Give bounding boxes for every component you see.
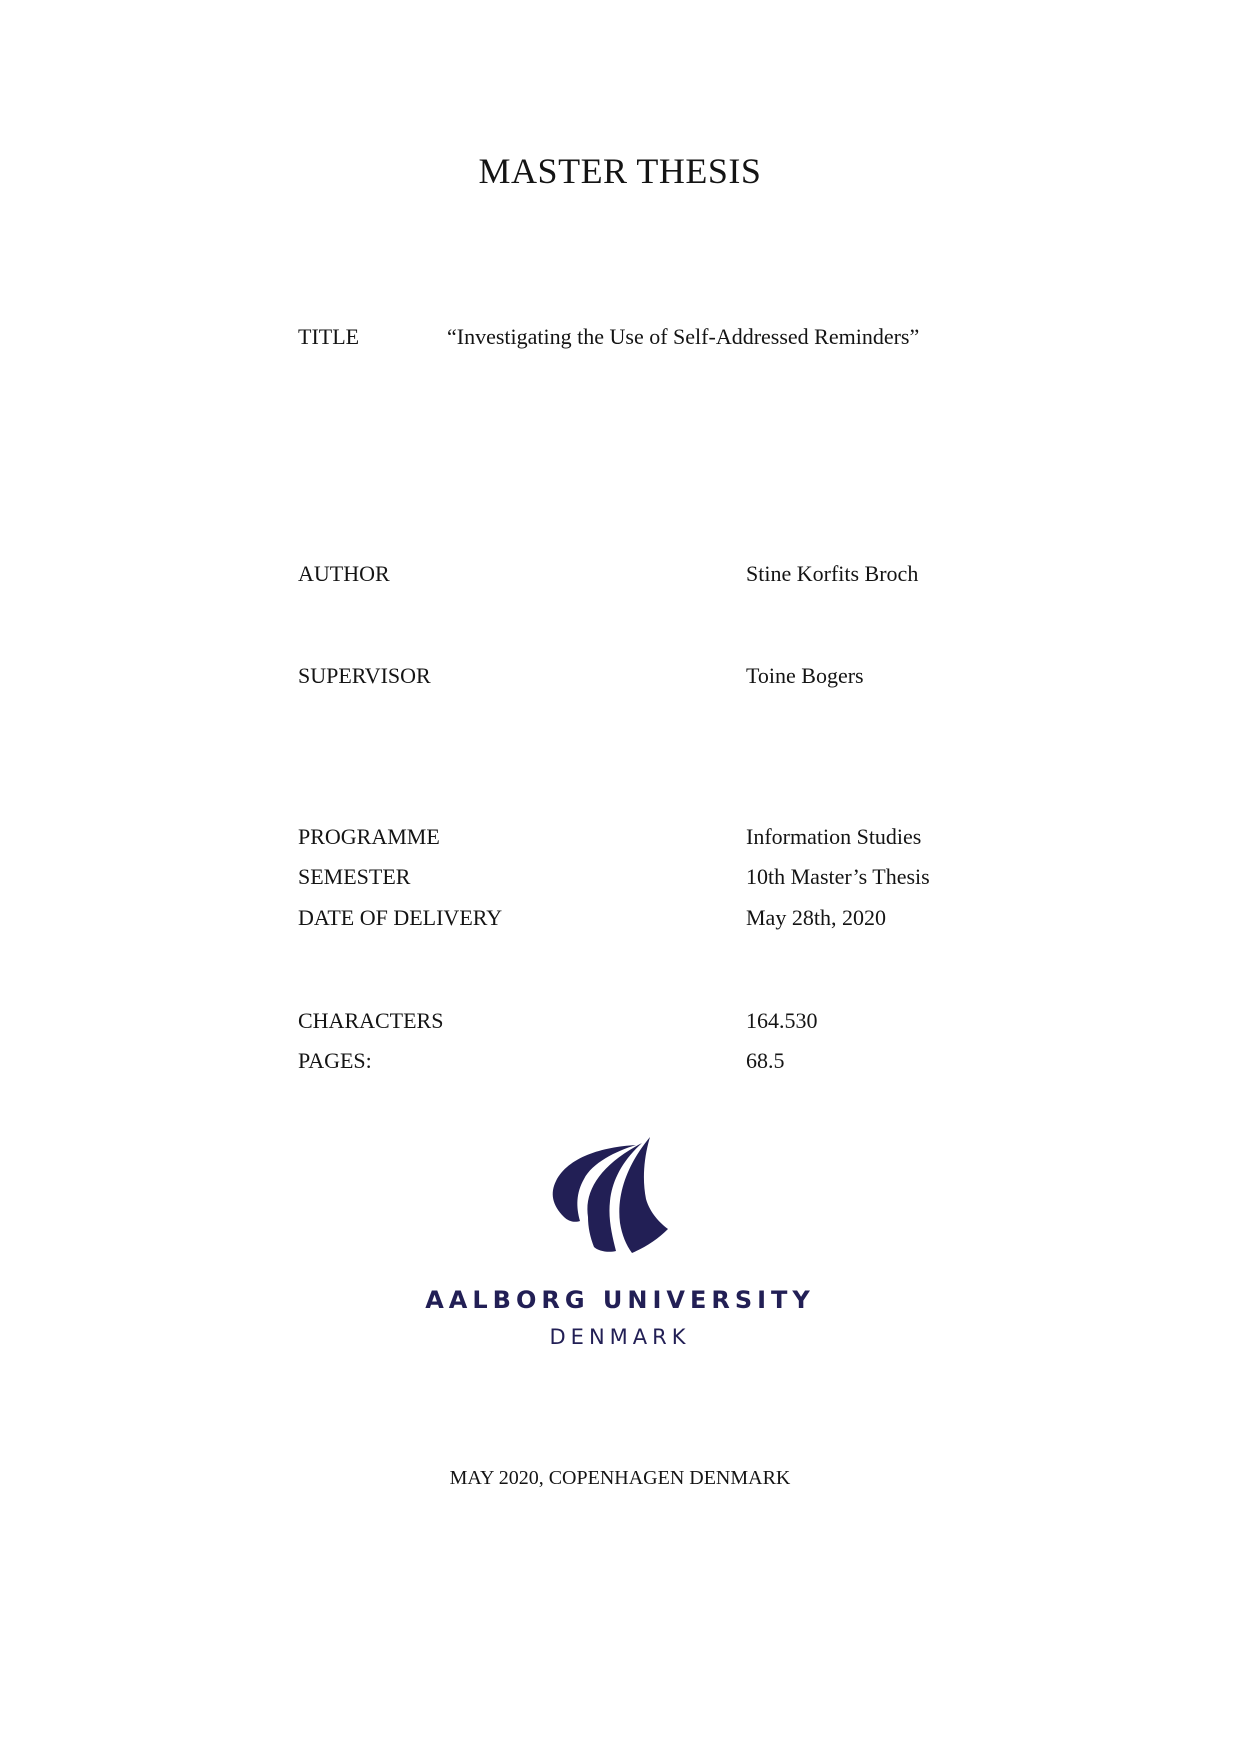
author-label: AUTHOR (298, 561, 390, 586)
pages-value: 68.5 (746, 1048, 785, 1073)
delivery-date-value: May 28th, 2020 (746, 905, 886, 930)
semester-label: SEMESTER (298, 864, 411, 889)
pages-label: PAGES: (298, 1048, 372, 1073)
author-value: Stine Korfits Broch (746, 561, 919, 586)
title-value: “Investigating the Use of Self-Addressed Reminders” (447, 324, 920, 349)
programme-label: PROGRAMME (298, 824, 440, 849)
characters-label: CHARACTERS (298, 1008, 444, 1033)
logo-country: DENMARK (549, 1325, 691, 1349)
page-heading: MASTER THESIS (478, 151, 762, 191)
supervisor-label: SUPERVISOR (298, 663, 431, 688)
footer-place-date: MAY 2020, COPENHAGEN DENMARK (449, 1467, 791, 1489)
aalborg-waves-icon (550, 1135, 670, 1257)
logo-university-name: AALBORG UNIVERSITY (425, 1286, 815, 1314)
delivery-date-label: DATE OF DELIVERY (298, 905, 503, 930)
supervisor-value: Toine Bogers (746, 663, 864, 688)
semester-value: 10th Master’s Thesis (746, 864, 930, 889)
programme-value: Information Studies (746, 824, 922, 849)
characters-value: 164.530 (746, 1008, 818, 1033)
university-logo (0, 1130, 1240, 1360)
title-label: TITLE (298, 324, 360, 349)
